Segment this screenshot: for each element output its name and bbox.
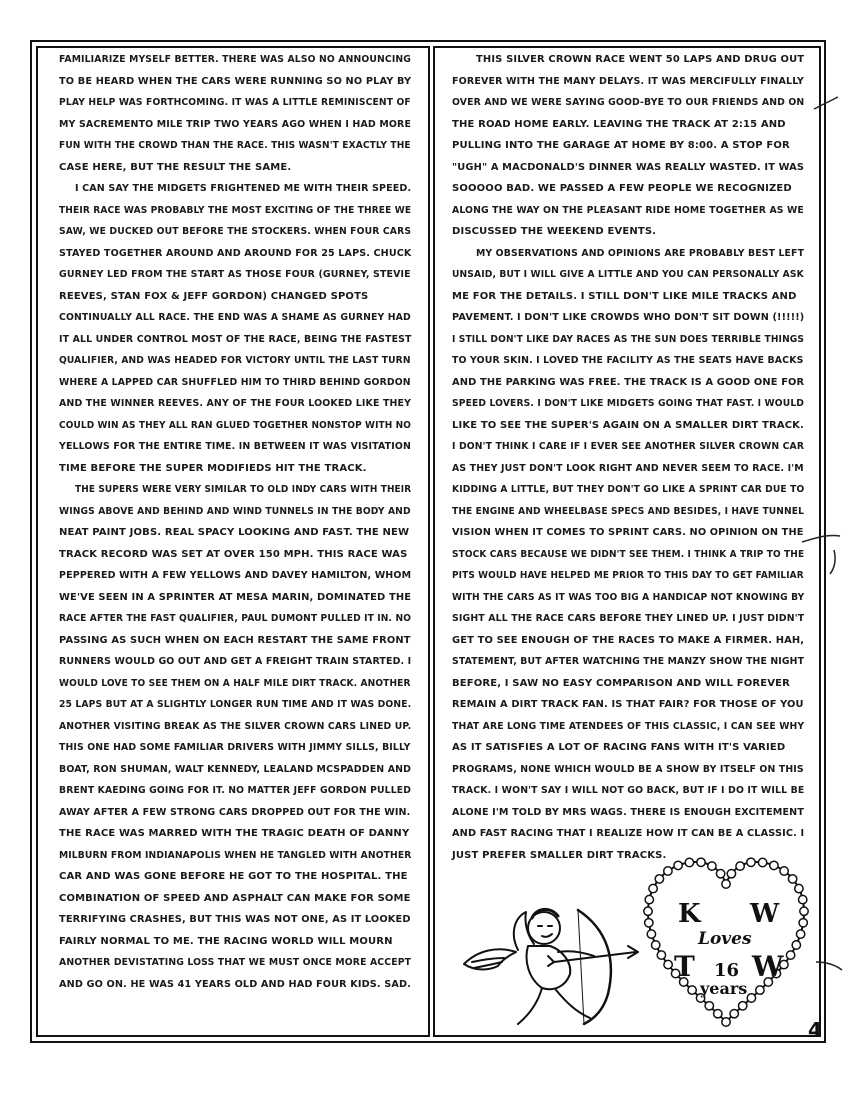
heart-bead <box>685 858 693 866</box>
text-line: AND FAST RACING THAT I REALIZE HOW IT CAN BE A CLASSIC. I <box>452 828 805 839</box>
text-line: STATEMENT, BUT AFTER WATCHING THE MANZY SHOW THE NIGHT <box>452 656 805 667</box>
heart-letter-t: T <box>674 950 695 983</box>
heart-bead <box>697 858 705 866</box>
text-line: LIKE TO SEE THE SUPER'S AGAIN ON A SMALLER DIRT TRACK. <box>452 419 804 431</box>
text-line: TIME BEFORE THE SUPER MODIFIEDS HIT THE TRACK. <box>59 462 367 474</box>
heart-bead <box>756 986 764 994</box>
heart-bead <box>730 1010 738 1018</box>
heart-letter-w-top: W <box>750 899 780 929</box>
heart-bead <box>788 875 796 883</box>
text-line: STAYED TOGETHER AROUND AND AROUND FOR 25 LAPS. CHUCK <box>59 247 412 259</box>
text-line: BEFORE, I SAW NO EASY COMPARISON AND WILL FOREVER <box>452 677 790 689</box>
margin-mark-top <box>812 95 840 115</box>
text-line: CAR AND WAS GONE BEFORE HE GOT TO THE HOSPITAL. THE <box>59 871 408 882</box>
margin-mark-heart <box>814 958 844 978</box>
heart-bead <box>657 951 665 959</box>
text-line: QUALIFIER, AND WAS HEADED FOR VICTORY UNTIL THE LAST TURN <box>59 355 411 366</box>
text-line: ANOTHER DEVISTATING LOSS THAT WE MUST ONCE MORE ACCEPT <box>59 957 412 968</box>
text-line: PLAY HELP WAS FORTHCOMING. IT WAS A LITTLE REMINISCENT OF <box>59 97 411 108</box>
text-line: THIS ONE HAD SOME FAMILIAR DRIVERS WITH JIMMY SILLS, BILLY <box>59 742 411 753</box>
text-line: SPEED LOVERS. I DON'T LIKE MIDGETS GOING THAT FAST. I WOULD <box>452 398 805 409</box>
text-line: PITS WOULD HAVE HELPED ME PRIOR TO THIS DAY TO GET FAMILIAR <box>452 570 804 581</box>
text-line: AS THEY JUST DON'T LOOK RIGHT AND NEVER SEEM TO RACE. I'M <box>452 462 804 474</box>
text-line: MILBURN FROM INDIANAPOLIS WHEN HE TANGLED WITH ANOTHER <box>59 849 412 861</box>
heart-bead <box>727 870 735 878</box>
heart-bead <box>645 895 653 903</box>
text-line: MY SACREMENTO MILE TRIP TWO YEARS AGO WHEN I HAD MORE <box>59 118 412 130</box>
text-line: THE SUPERS WERE VERY SIMILAR TO OLD INDY CARS WITH THEIR <box>75 484 412 495</box>
heart-bead <box>705 1002 713 1010</box>
text-line: AND THE WINNER REEVES. ANY OF THE FOUR LOOKED LIKE THEY <box>59 398 412 409</box>
text-line: WE'VE SEEN IN A SPRINTER AT MESA MARIN, DOMINATED THE <box>59 591 412 603</box>
heart-bead <box>758 858 766 866</box>
heart-bead <box>786 951 794 959</box>
text-line: RACE AFTER THE FAST QUALIFIER, PAUL DUMONT PULLED IT IN. NO <box>59 613 412 624</box>
text-line: AS IT SATISFIES A LOT OF RACING FANS WITH IT'S VARIED <box>452 742 786 753</box>
text-line: VISION WHEN IT COMES TO SPRINT CARS. NO OPINION ON THE <box>452 527 804 538</box>
heart-bead <box>770 861 778 869</box>
heart-bead <box>799 919 807 927</box>
text-line: PROGRAMS, NONE WHICH WOULD BE A SHOW BY ITSELF ON THIS <box>452 763 804 775</box>
text-line: KIDDING A LITTLE, BUT THEY DON'T GO LIKE A SPRINT CAR DUE TO <box>452 484 805 495</box>
heart-bead <box>664 960 672 968</box>
text-line: AND GO ON. HE WAS 41 YEARS OLD AND HAD FOUR KIDS. SAD. <box>59 978 411 990</box>
text-line: SIGHT ALL THE RACE CARS BEFORE THEY LINED UP. I JUST DIDN'T <box>452 613 805 624</box>
heart-bead <box>645 919 653 927</box>
heart-bead <box>664 867 672 875</box>
text-line: ALONG THE WAY ON THE PLEASANT RIDE HOME TOGETHER AS WE <box>452 204 804 216</box>
text-line: FAIRLY NORMAL TO ME. THE RACING WORLD WILL MOURN <box>59 935 393 947</box>
text-line: GURNEY LED FROM THE START AS THOSE FOUR (GURNEY, STEVIE <box>59 269 411 280</box>
text-line: ALONE I'M TOLD BY MRS WAGS. THERE IS ENOUGH EXCITEMENT <box>452 806 805 818</box>
text-line: TERRIFYING CRASHES, BUT THIS WAS NOT ONE, AS IT LOOKED <box>59 914 411 925</box>
text-line: JUST PREFER SMALLER DIRT TRACKS. <box>452 849 667 861</box>
text-line: STOCK CARS BECAUSE WE DIDN'T SEE THEM. I THINK A TRIP TO THE <box>452 548 805 560</box>
heart-letter-w-bottom: W <box>752 950 784 983</box>
heart-bead <box>800 907 808 915</box>
text-line: OVER AND WE WERE SAYING GOOD-BYE TO OUR FRIENDS AND ON <box>452 97 805 108</box>
text-line: RUNNERS WOULD GO OUT AND GET A FREIGHT TRAIN STARTED. I <box>59 656 412 667</box>
text-line: THIS SILVER CROWN RACE WENT 50 LAPS AND DRUG OUT <box>476 54 805 65</box>
margin-mark-middle <box>800 520 848 580</box>
heart-bead <box>716 870 724 878</box>
text-line: REEVES, STAN FOX & JEFF GORDON) CHANGED SPOTS <box>59 290 369 302</box>
heart-bead <box>652 941 660 949</box>
heart-bead <box>722 1018 730 1026</box>
text-line: NEAT PAINT JOBS. REAL SPACY LOOKING AND FAST. THE NEW <box>59 527 410 538</box>
heart-word-years: years <box>700 979 748 998</box>
text-line: I CAN SAY THE MIDGETS FRIGHTENED ME WITH THEIR SPEED. <box>75 183 412 194</box>
text-line: THE RACE WAS MARRED WITH THE TRAGIC DEATH OF DANNY <box>59 828 410 839</box>
heart-dedication-graphic <box>638 852 814 1032</box>
left-column-box <box>36 46 430 1037</box>
text-line: THAT ARE LONG TIME ATENDEES OF THIS CLASSIC, I CAN SEE WHY <box>452 720 805 732</box>
cupid-illustration <box>458 890 643 1032</box>
heart-bead <box>714 1010 722 1018</box>
text-line: YELLOWS FOR THE ENTIRE TIME. IN BETWEEN IT WAS VISITATION <box>59 441 411 452</box>
heart-bead <box>736 862 744 870</box>
text-line: TRACK RECORD WAS SET AT OVER 150 MPH. THIS RACE WAS <box>59 548 408 560</box>
heart-word-loves: Loves <box>698 929 752 949</box>
heart-letter-k: K <box>678 899 701 929</box>
text-line: FUN WITH THE CROWD THAN THE RACE. THIS WASN'T EXACTLY THE <box>59 140 411 151</box>
heart-bead <box>799 895 807 903</box>
heart-bead <box>688 986 696 994</box>
text-line: ANOTHER VISITING BREAK AS THE SILVER CROWN CARS LINED UP. <box>59 720 412 732</box>
heart-bead <box>747 858 755 866</box>
page-number: 4 <box>808 1018 822 1042</box>
text-line: THE ENGINE AND WHEELBASE SPECS AND BESIDES, I HAVE TUNNEL <box>452 505 805 517</box>
text-line: FOREVER WITH THE MANY DELAYS. IT WAS MERCIFULLY FINALLY <box>452 75 804 87</box>
text-line: SOOOOO BAD. WE PASSED A FEW PEOPLE WE RECOGNIZED <box>452 183 792 194</box>
text-line: AND THE PARKING WAS FREE. THE TRACK IS A GOOD ONE FOR <box>452 376 805 388</box>
text-line: I DON'T THINK I CARE IF I EVER SEE ANOTHER SILVER CROWN CAR <box>452 441 805 452</box>
heart-bead <box>722 880 730 888</box>
heart-number: 16 <box>714 960 740 981</box>
heart-bead <box>647 930 655 938</box>
text-line: BRENT KAEDING GOING FOR IT. NO MATTER JEFF GORDON PULLED <box>59 785 412 796</box>
heart-bead <box>795 884 803 892</box>
text-line: THE ROAD HOME EARLY. LEAVING THE TRACK AT 2:15 AND <box>452 118 786 130</box>
text-line: TO BE HEARD WHEN THE CARS WERE RUNNING SO NO PLAY BY <box>59 75 412 87</box>
heart-bead <box>739 1002 747 1010</box>
heart-bead <box>644 907 652 915</box>
text-line: ME FOR THE DETAILS. I STILL DON'T LIKE MILE TRACKS AND <box>452 290 797 302</box>
text-line: WINGS ABOVE AND BEHIND AND WIND TUNNELS IN THE BODY AND <box>59 505 411 517</box>
text-line: COULD WIN AS THEY ALL RAN GLUED TOGETHER NONSTOP WITH NO <box>59 419 412 431</box>
text-line: PASSING AS SUCH WHEN ON EACH RESTART THE SAME FRONT <box>59 634 411 646</box>
text-line: GET TO SEE ENOUGH OF THE RACES TO MAKE A FIRMER. HAH, <box>452 634 805 646</box>
heart-bead <box>649 884 657 892</box>
text-line: PEPPERED WITH A FEW YELLOWS AND DAVEY HAMILTON, WHOM <box>59 570 412 581</box>
text-line: AWAY AFTER A FEW STRONG CARS DROPPED OUT FOR THE WIN. <box>59 806 411 818</box>
text-line: TRACK. I WON'T SAY I WILL NOT GO BACK, BUT IF I DO IT WILL BE <box>452 785 805 796</box>
text-line: DISCUSSED THE WEEKEND EVENTS. <box>452 226 657 237</box>
heart-bead <box>747 994 755 1002</box>
text-line: IT ALL UNDER CONTROL MOST OF THE RACE, BEING THE FASTEST <box>59 333 412 345</box>
text-line: MY OBSERVATIONS AND OPINIONS ARE PROBABLY BEST LEFT <box>476 247 805 259</box>
heart-bead <box>655 875 663 883</box>
text-line: CASE HERE, BUT THE RESULT THE SAME. <box>59 161 292 173</box>
text-line: CONTINUALLY ALL RACE. THE END WAS A SHAME AS GURNEY HAD <box>59 312 411 323</box>
text-line: FAMILIARIZE MYSELF BETTER. THERE WAS ALSO NO ANNOUNCING <box>59 54 412 65</box>
text-line: WHERE A LAPPED CAR SHUFFLED HIM TO THIRD BEHIND GORDON <box>59 376 411 388</box>
text-line: TO YOUR SKIN. I LOVED THE FACILITY AS THE SEATS HAVE BACKS <box>452 355 804 366</box>
text-line: BOAT, RON SHUMAN, WALT KENNEDY, LEALAND MCSPADDEN AND <box>59 763 412 775</box>
heart-bead <box>792 941 800 949</box>
text-line: THEIR RACE WAS PROBABLY THE MOST EXCITING OF THE THREE WE <box>59 204 412 216</box>
text-line: REMAIN A DIRT TRACK FAN. IS THAT FAIR? FOR THOSE OF YOU <box>452 699 804 710</box>
heart-bead <box>796 930 804 938</box>
text-line: COMBINATION OF SPEED AND ASPHALT CAN MAKE FOR SOME <box>59 892 411 904</box>
text-line: I STILL DON'T LIKE DAY RACES AS THE SUN DOES TERRIBLE THINGS <box>452 333 805 345</box>
text-line: PAVEMENT. I DON'T LIKE CROWDS WHO DON'T SIT DOWN (!!!!!) <box>452 312 805 323</box>
heart-bead <box>708 862 716 870</box>
heart-bead <box>780 867 788 875</box>
text-line: 25 LAPS BUT AT A SLIGHTLY LONGER RUN TIME AND IT WAS DONE. <box>59 699 412 710</box>
heart-bead <box>674 861 682 869</box>
text-line: WOULD LOVE TO SEE THEM ON A HALF MILE DIRT TRACK. ANOTHER <box>59 677 411 689</box>
text-line: WITH THE CARS AS IT WAS TOO BIG A HANDICAP NOT KNOWING BY <box>452 591 805 603</box>
text-line: UNSAID, BUT I WILL GIVE A LITTLE AND YOU CAN PERSONALLY ASK <box>452 269 804 280</box>
text-line: PULLING INTO THE GARAGE AT HOME BY 8:00. A STOP FOR <box>452 140 790 151</box>
text-line: "UGH" A MACDONALD'S DINNER WAS REALLY WASTED. IT WAS <box>452 161 805 173</box>
text-line: SAW, WE DUCKED OUT BEFORE THE STOCKERS. WHEN FOUR CARS <box>59 226 412 237</box>
